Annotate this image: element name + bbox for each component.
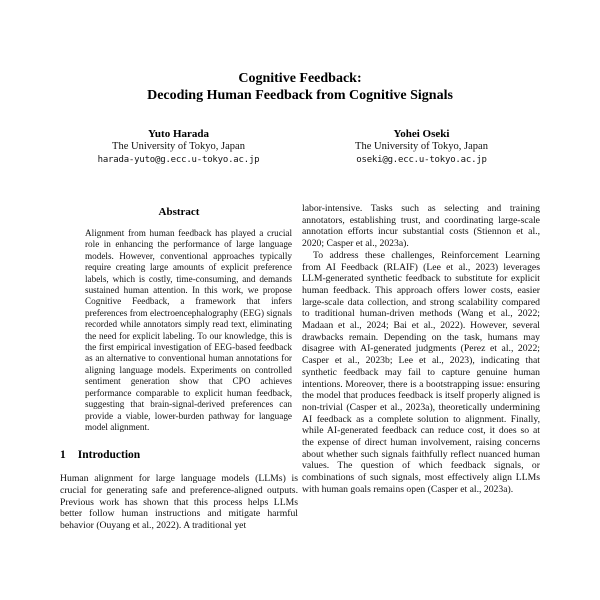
left-column <box>60 203 298 600</box>
author-2-affiliation: The University of Tokyo, Japan <box>355 141 488 152</box>
paper-title-line2: Decoding Human Feedback from Cognitive Signals <box>147 88 453 103</box>
author-2-email: oseki@g.ecc.u-tokyo.ac.jp <box>356 154 487 165</box>
section-1-number: 1 <box>60 449 66 462</box>
author-1-name: Yuto Harada <box>147 128 210 140</box>
right-column <box>302 203 540 600</box>
author-2 <box>303 128 540 166</box>
section-1-heading <box>60 449 298 461</box>
section-1-title: Introduction <box>77 449 141 462</box>
author-1-affiliation: The University of Tokyo, Japan <box>112 141 245 152</box>
abstract-text: Alignment from human feedback has played a crucial role in enhancing the performance of large language models. However, conventional approaches typically require creating large amounts of explicit preference labels, which is costly, time-consuming, and demands sustained human attention. In this work, we propose Cognitive Feedback, a framework that infers preferences from electroencephalography (EEG) signals recorded while annotators simply read text, eliminating the need for explicit labeling. To our knowledge, this is the first empirical investigation of EEG-based feedback as an alternative to conventional human annotations for aligning language models. Experiments on controlled sentiment generation show that CPO achieves performance comparable to explicit human feedback, suggesting that brain-signal-derived preferences can provide a viable, lower-burden pathway for language model alignment. <box>85 228 292 432</box>
paper-title <box>0 70 600 104</box>
author-1 <box>60 128 297 166</box>
abstract-heading: Abstract <box>158 206 200 218</box>
paper-title-line1: Cognitive Feedback: <box>238 71 362 86</box>
author-2-name: Yohei Oseki <box>393 128 450 140</box>
intro-paragraph-left: Human alignment for large language models (LLMs) is crucial for generating safe and preference-aligned outputs. Previous work has shown that this process helps LLMs better follow human instructions and mitigate harmful behavior (Ouyang et al., 2022). A traditional yet <box>60 473 298 532</box>
intro-paragraph-right-1: labor-intensive. Tasks such as selecting and training annotators, establishing trust, and coordinating large-scale annotation efforts incur substantial costs (Stiennon et al., 2020; Casper et al., 2023a). <box>302 203 540 250</box>
author-1-email: harada-yuto@g.ecc.u-tokyo.ac.jp <box>97 154 260 165</box>
author-block <box>60 128 540 166</box>
intro-paragraph-right-2: To address these challenges, Reinforcement Learning from AI Feedback (RLAIF) (Lee et al., 2023) leverages LLM-generated synthetic feedback to substitute for explicit human feedback. This approach offers lower costs, easier large-scale data collection, and strong scalability compared to traditional human-driven methods (Wang et al., 2022; Madaan et al., 2024; Bai et al., 2022). However, several drawbacks remain. Depending on the task, humans may disagree with AI-generated judgments (Perez et al., 2022; Casper et al., 2023b; Lee et al., 2023), indicating that synthetic feedback may fail to capture genuine human intentions. Moreover, there is a bootstrapping issue: ensuring the model that produces feedback is itself properly aligned is non-trivial (Casper et al., 2023a), theoretically undermining AI feedback as a complete solution to alignment. Finally, while AI-generated feedback can reduce cost, it does so at the expense of direct human involvement, raising concerns about whether such signals faithfully reflect nuanced human values. The question of which feedback signals, or combinations of such signals, most effectively align LLMs with human goals remains open (Casper et al., 2023a). <box>302 249 540 495</box>
